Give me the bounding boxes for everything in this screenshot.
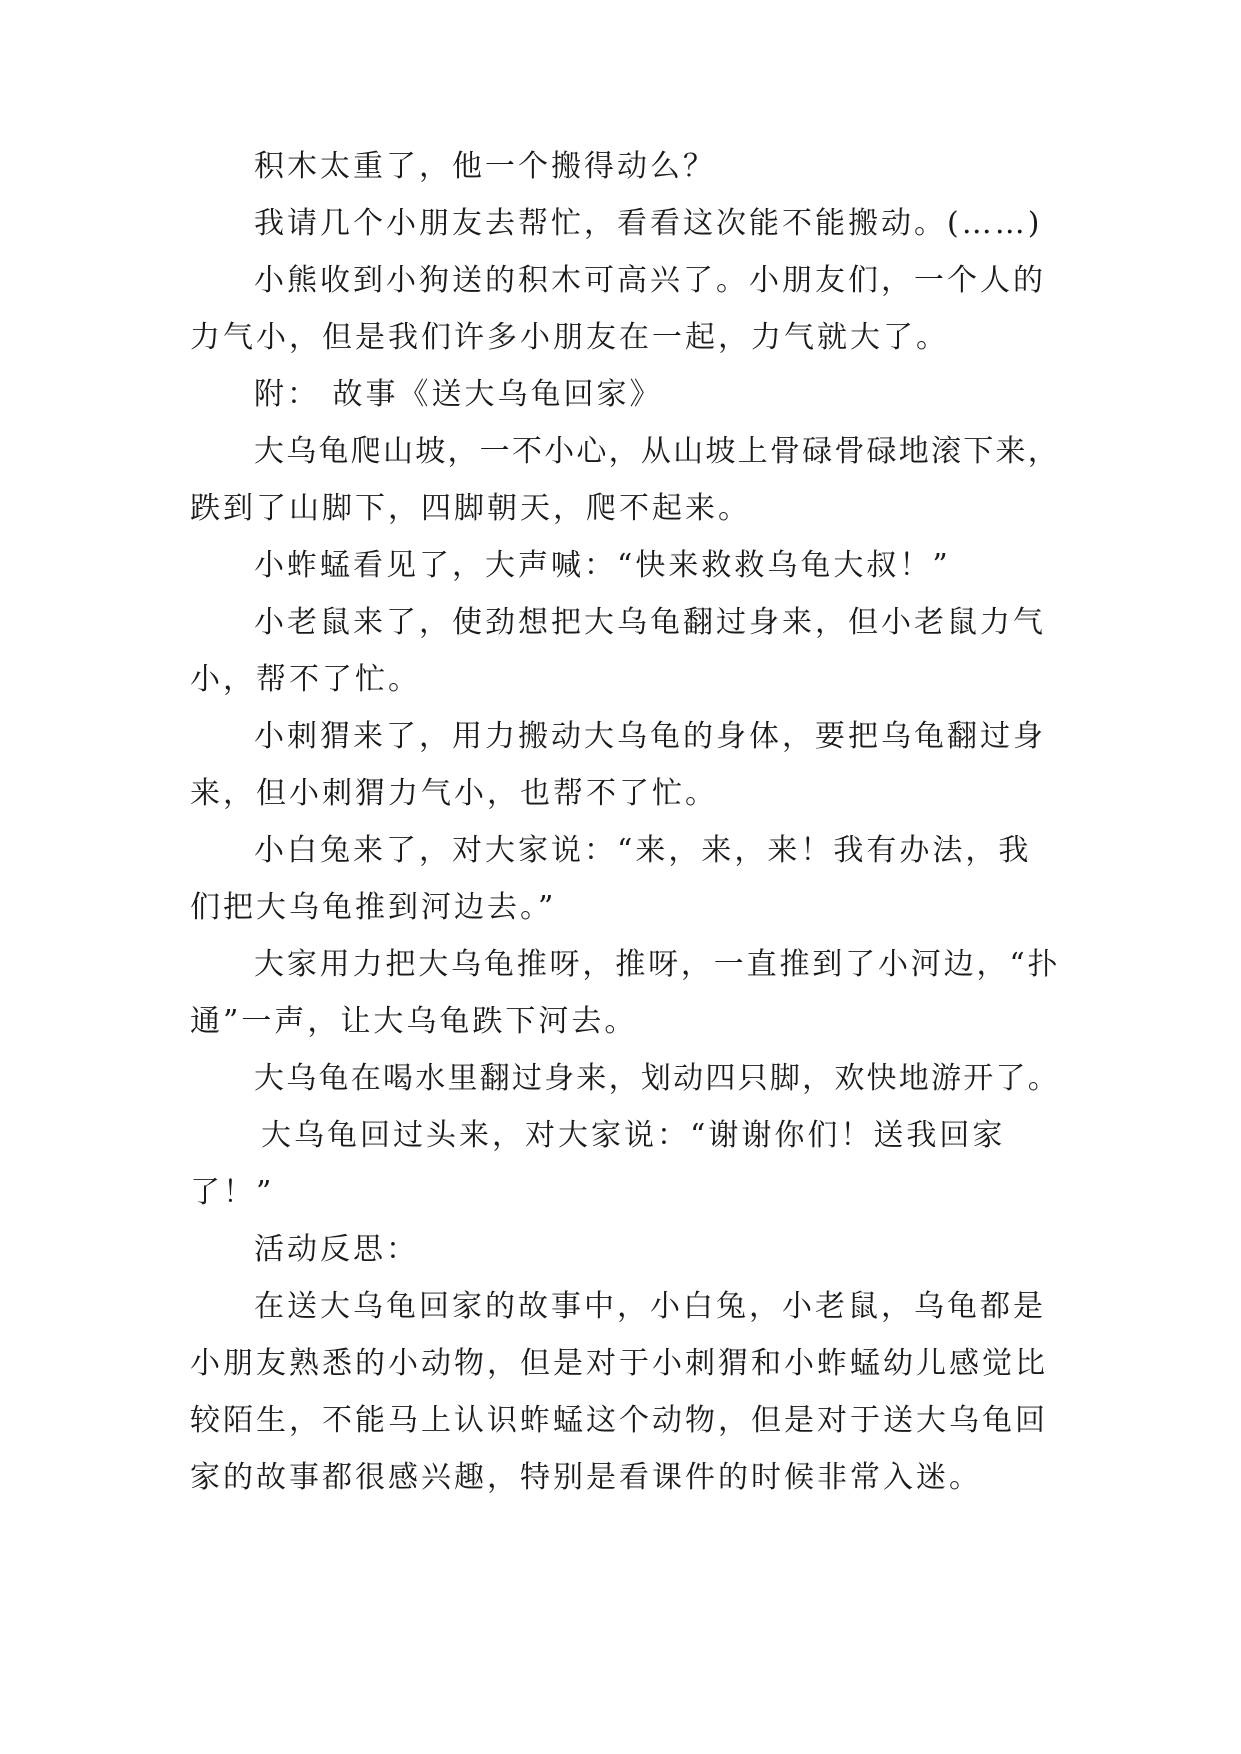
paragraph-line: 大乌龟爬山坡，一不小心，从山坡上骨碌骨碌地滚下来， xyxy=(254,434,1060,469)
paragraph-line: 积木太重了，他一个搬得动么？ xyxy=(254,149,716,184)
paragraph-line: 小刺猬来了，用力搬动大乌龟的身体，要把乌龟翻过身 xyxy=(254,719,1046,754)
paragraph-line: 来，但小刺猬力气小，也帮不了忙。 xyxy=(190,776,718,811)
paragraph-line: 力气小，但是我们许多小朋友在一起，力气就大了。 xyxy=(190,320,949,355)
reflection-heading: 活动反思： xyxy=(254,1232,419,1267)
paragraph-line: 小熊收到小狗送的积木可高兴了。小朋友们，一个人的 xyxy=(254,263,1046,298)
paragraph-line: 们把大乌龟推到河边去。” xyxy=(190,890,557,925)
paragraph-line: 小朋友熟悉的小动物，但是对于小刺猬和小蚱蜢幼儿感觉比 xyxy=(190,1346,1048,1381)
paragraph-line: 跌到了山脚下，四脚朝天，爬不起来。 xyxy=(190,491,751,526)
paragraph-line: 通”一声，让大乌龟跌下河去。 xyxy=(190,1004,638,1039)
paragraph-line: 了！” xyxy=(190,1175,275,1210)
paragraph-line: 小老鼠来了，使劲想把大乌龟翻过身来，但小老鼠力气 xyxy=(254,605,1046,640)
paragraph-line: 大乌龟回过头来，对大家说：“谢谢你们！送我回家 xyxy=(261,1118,1006,1153)
paragraph-line: 小白兔来了，对大家说：“来，来，来！我有办法，我 xyxy=(254,833,1032,868)
paragraph-line: 较陌生，不能马上认识蚱蜢这个动物，但是对于送大乌龟回 xyxy=(190,1403,1048,1438)
paragraph-line: 我请几个小朋友去帮忙，看看这次能不能搬动。(……) xyxy=(254,206,1043,241)
paragraph-line: 大家用力把大乌龟推呀，推呀，一直推到了小河边，“扑 xyxy=(254,947,1061,982)
paragraph-line: 在送大乌龟回家的故事中，小白兔，小老鼠，乌龟都是 xyxy=(254,1289,1046,1324)
appendix-heading: 附： 故事《送大乌龟回家》 xyxy=(254,377,663,412)
paragraph-line: 家的故事都很感兴趣，特别是看课件的时候非常入迷。 xyxy=(190,1460,982,1495)
paragraph-line: 小蚱蜢看见了，大声喊：“快来救救乌龟大叔！” xyxy=(254,548,951,583)
paragraph-line: 大乌龟在喝水里翻过身来，划动四只脚，欢快地游开了。 xyxy=(254,1061,1060,1096)
paragraph-line: 小，帮不了忙。 xyxy=(190,662,421,697)
